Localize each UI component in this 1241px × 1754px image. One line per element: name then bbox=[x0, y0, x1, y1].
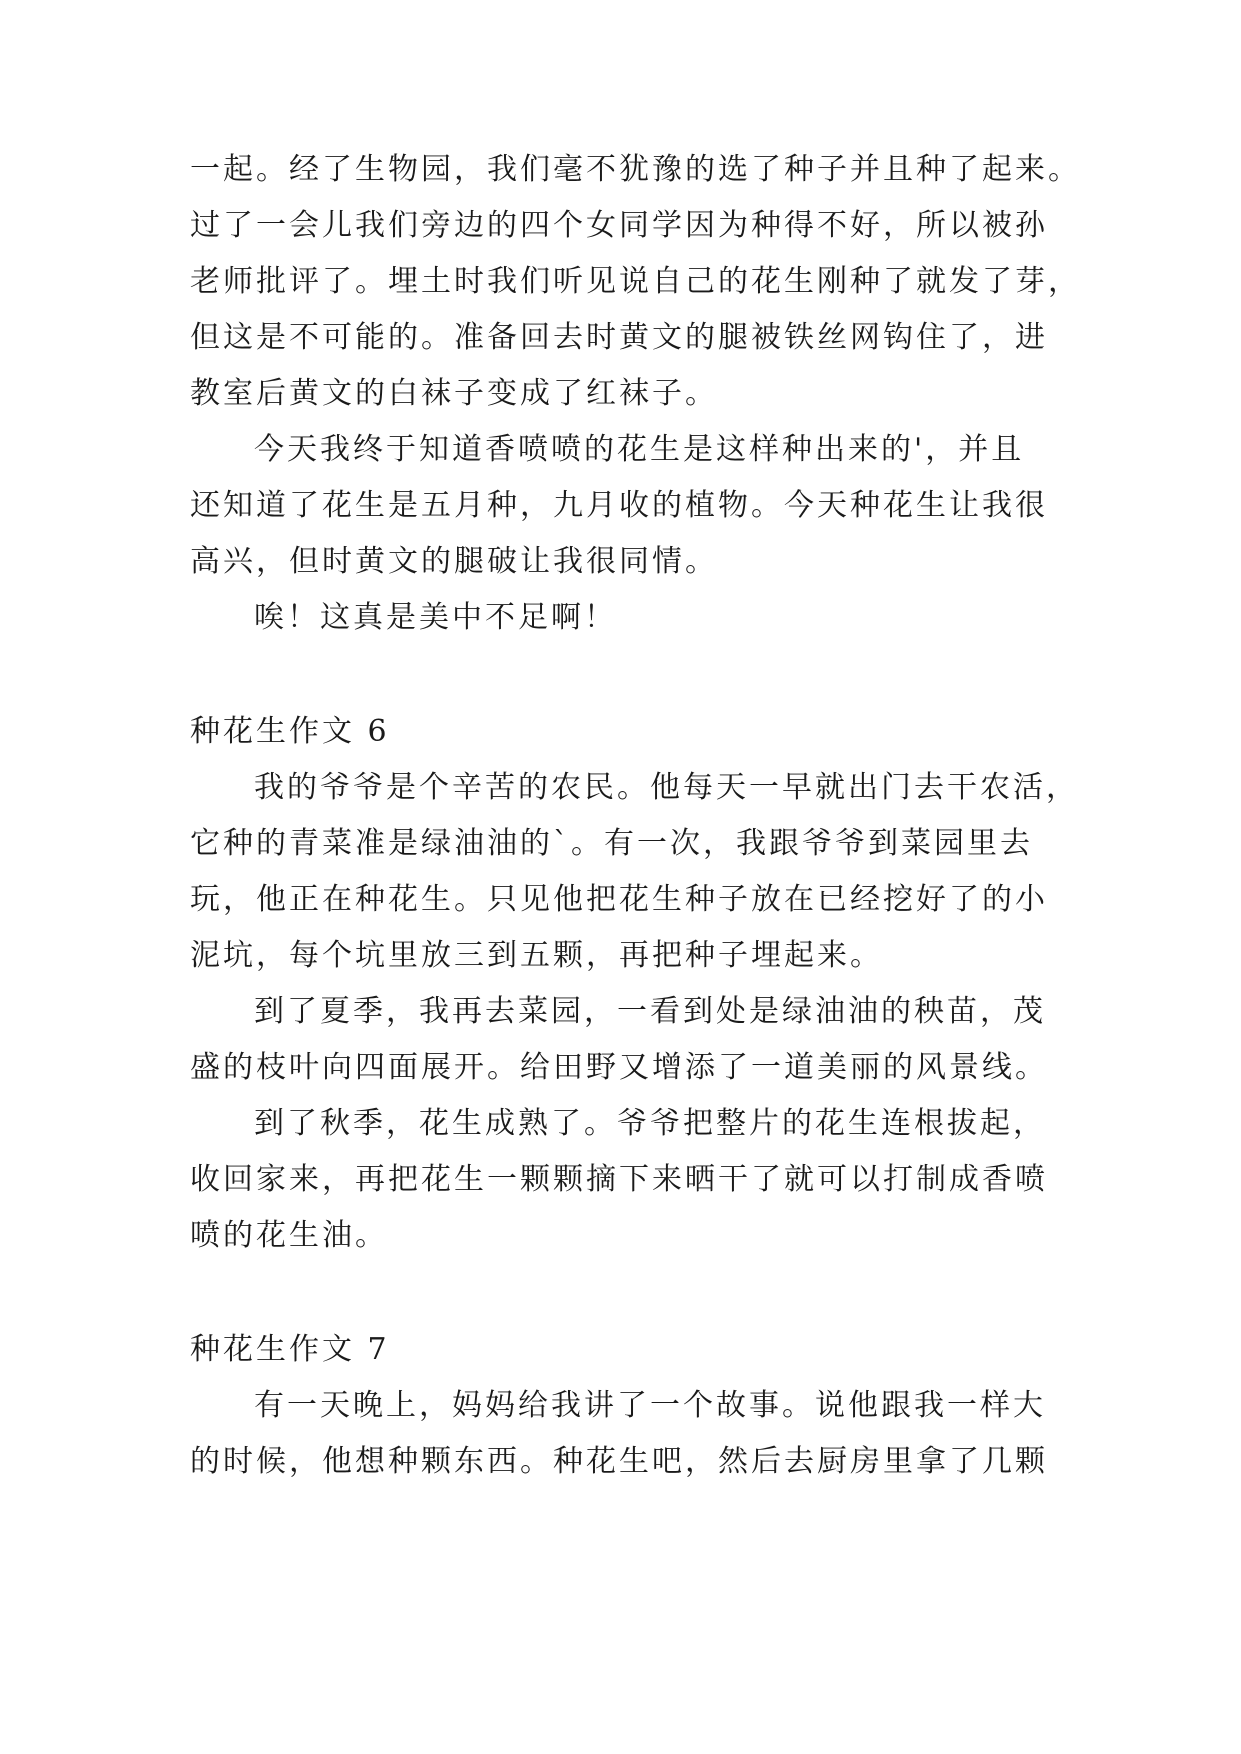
text-line: 我的爷爷是个辛苦的农民。他每天一早就出门去干农活， bbox=[254, 770, 1079, 805]
text-line: 到了夏季，我再去菜园，一看到处是绿油油的秧苗，茂 bbox=[254, 994, 1046, 1029]
text-line: 玩，他正在种花生。只见他把花生种子放在已经挖好了的小 bbox=[190, 882, 1048, 917]
text-line: 教室后黄文的白袜子变成了红袜子。 bbox=[190, 376, 718, 411]
text-line: 高兴，但时黄文的腿破让我很同情。 bbox=[190, 544, 718, 579]
text-line: 喷的花生油。 bbox=[190, 1218, 388, 1253]
text-line: 今天我终于知道香喷喷的花生是这样种出来的'，并且 bbox=[254, 432, 1025, 467]
text-line: 唉！这真是美中不足啊！ bbox=[254, 600, 617, 635]
text-line: 盛的枝叶向四面展开。给田野又增添了一道美丽的风景线。 bbox=[190, 1050, 1048, 1085]
text-line: 到了秋季，花生成熟了。爷爷把整片的花生连根拔起， bbox=[254, 1106, 1046, 1141]
text-line: 的时候，他想种颗东西。种花生吧，然后去厨房里拿了几颗 bbox=[190, 1444, 1048, 1479]
text-line: 但这是不可能的。准备回去时黄文的腿被铁丝网钩住了，进 bbox=[190, 320, 1048, 355]
text-line: 收回家来，再把花生一颗颗摘下来晒干了就可以打制成香喷 bbox=[190, 1162, 1048, 1197]
text-line: 老师批评了。埋土时我们听见说自己的花生刚种了就发了芽， bbox=[190, 264, 1081, 299]
text-line: 泥坑，每个坑里放三到五颗，再把种子埋起来。 bbox=[190, 938, 883, 973]
text-line: 过了一会儿我们旁边的四个女同学因为种得不好，所以被孙 bbox=[190, 208, 1048, 243]
text-line: 它种的青菜准是绿油油的`。有一次，我跟爷爷到菜园里去 bbox=[190, 826, 1033, 861]
text-line: 一起。经了生物园，我们毫不犹豫的选了种子并且种了起来。 bbox=[190, 152, 1081, 187]
section-heading: 种花生作文 6 bbox=[190, 714, 390, 749]
section-heading: 种花生作文 7 bbox=[190, 1332, 390, 1367]
text-line: 有一天晚上，妈妈给我讲了一个故事。说他跟我一样大 bbox=[254, 1388, 1046, 1423]
text-line: 还知道了花生是五月种，九月收的植物。今天种花生让我很 bbox=[190, 488, 1048, 523]
